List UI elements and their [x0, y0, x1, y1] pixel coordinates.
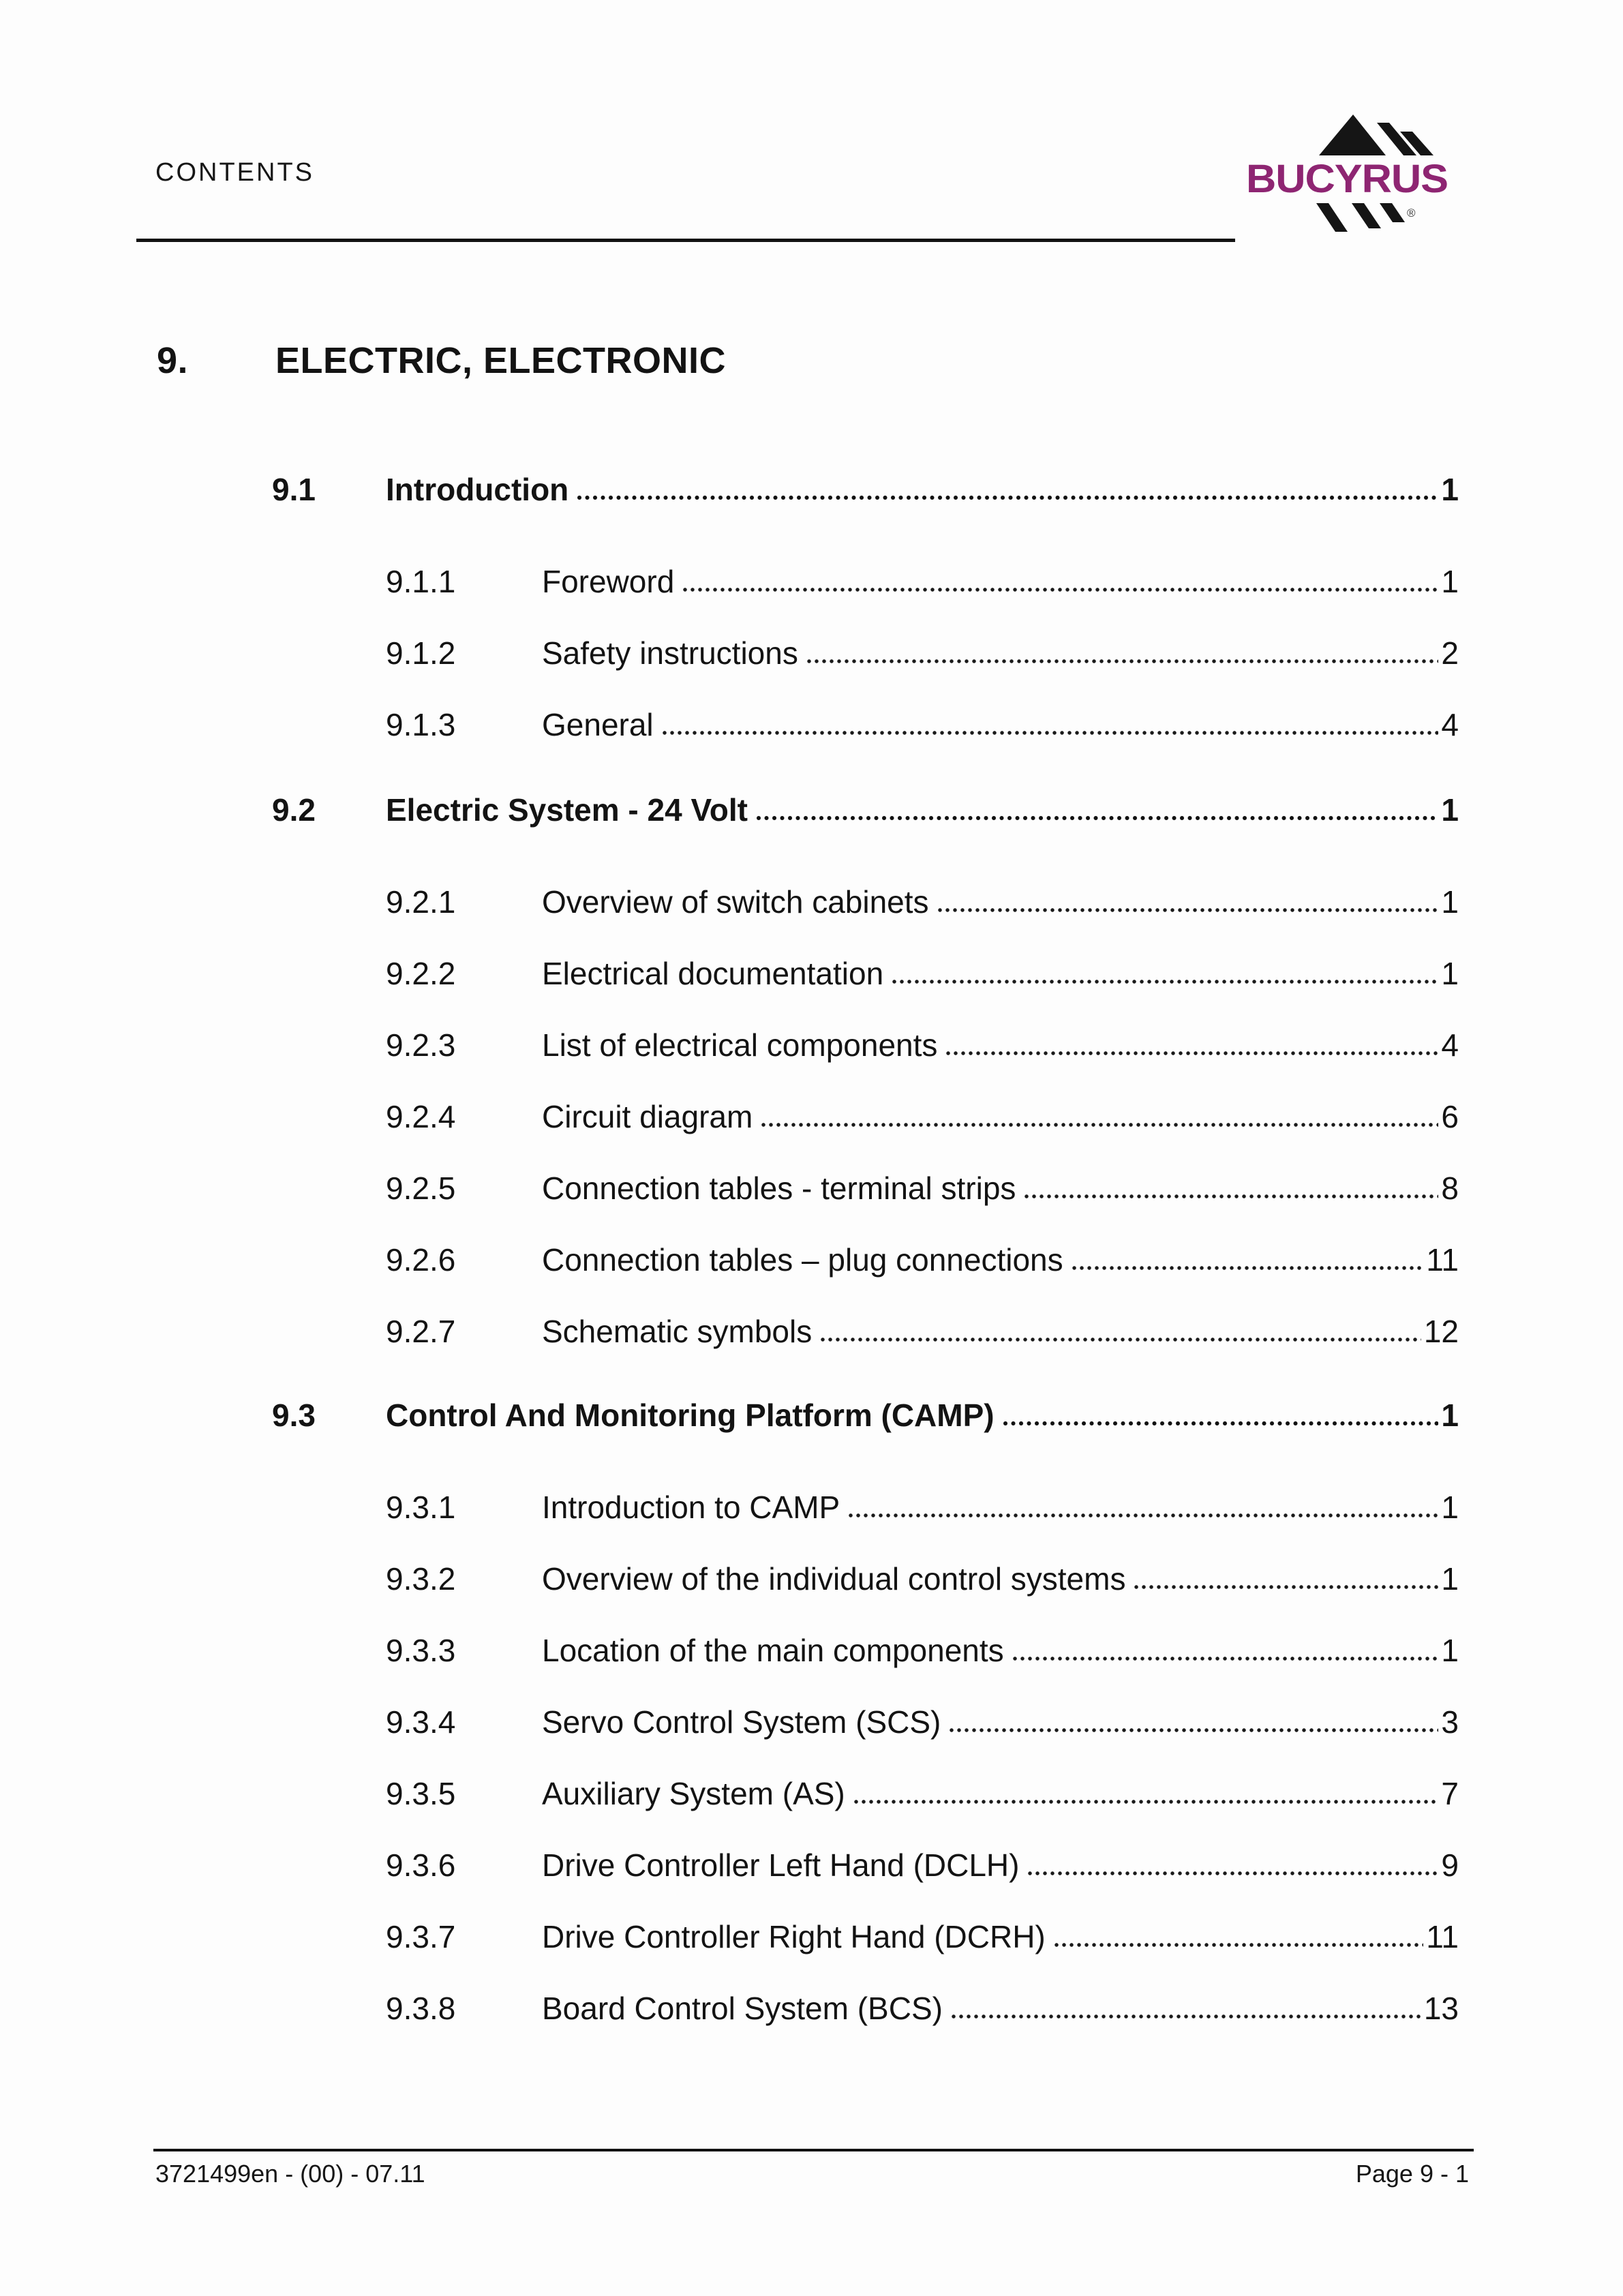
dot-leader: [848, 1511, 1438, 1520]
toc-entry: [386, 1028, 1459, 1063]
footer-page-label: Page 9 - 1: [1355, 2160, 1469, 2188]
entry-title: General: [542, 707, 654, 742]
toc-entry: [386, 636, 1459, 671]
toc-entry: [272, 793, 1459, 828]
toc-entry: [386, 1314, 1459, 1349]
entry-page: 4: [1441, 707, 1459, 742]
entry-number: 9.1.1: [386, 564, 456, 599]
footer-rule: [153, 2149, 1474, 2151]
dot-leader: [662, 729, 1439, 737]
entry-title: Drive Controller Right Hand (DCRH): [542, 1919, 1046, 1954]
toc-entry: [386, 1777, 1459, 1811]
entry-title: Electrical documentation: [542, 956, 884, 991]
chapter-heading: [157, 339, 1459, 382]
dot-leader: [1024, 1192, 1438, 1200]
dot-leader: [1054, 1941, 1423, 1949]
toc-entry: [386, 956, 1459, 991]
chapter-title: ELECTRIC, ELECTRONIC: [275, 340, 727, 381]
dot-leader: [756, 814, 1438, 822]
entry-number: 9.3.1: [386, 1490, 456, 1525]
toc-entry: [386, 1848, 1459, 1883]
entry-title: Servo Control System (SCS): [542, 1704, 941, 1740]
entry-title: List of electrical components: [542, 1027, 938, 1063]
toc-entry: [386, 1633, 1459, 1668]
entry-title: Safety instructions: [542, 635, 798, 671]
dot-leader: [937, 906, 1439, 914]
dot-leader: [820, 1335, 1421, 1344]
entry-number: 9.2.4: [386, 1099, 456, 1134]
entry-page: 1: [1441, 956, 1459, 991]
entry-title: Board Control System (BCS): [542, 1991, 943, 2026]
entry-title: Drive Controller Left Hand (DCLH): [542, 1847, 1020, 1883]
entry-page: 1: [1441, 472, 1459, 507]
entry-page: 12: [1423, 1314, 1459, 1349]
entry-number: 9.1.3: [386, 707, 456, 742]
chapter-number: 9.: [157, 340, 189, 381]
toc-entry: [272, 472, 1459, 507]
toc-entry: [386, 708, 1459, 742]
entry-number: 9.2.1: [386, 884, 456, 920]
dot-leader: [1027, 1869, 1438, 1877]
toc-entry: [386, 1243, 1459, 1278]
dot-leader: [577, 494, 1438, 502]
entry-number: 9.2.3: [386, 1027, 456, 1063]
toc-entry: [386, 1991, 1459, 2026]
entry-number: 9.3.2: [386, 1561, 456, 1597]
entry-title: Foreword: [542, 564, 675, 599]
entry-number: 9.2.5: [386, 1170, 456, 1206]
logo-brand-text: BUCYRUS: [1246, 157, 1448, 201]
entry-page: 1: [1441, 792, 1459, 828]
dot-leader: [1012, 1655, 1439, 1663]
entry-page: 3: [1441, 1704, 1459, 1740]
toc-entry: [386, 564, 1459, 599]
logo-mountain-icon: [1319, 115, 1434, 155]
dot-leader: [945, 1049, 1438, 1057]
entry-page: 11: [1426, 1919, 1459, 1954]
footer-doc-ref: 3721499en - (00) - 07.11: [155, 2160, 425, 2188]
entry-number: 9.3.7: [386, 1919, 456, 1954]
toc-entry: [272, 1398, 1459, 1433]
entry-number: 9.2: [272, 792, 316, 828]
entry-title: Connection tables - terminal strips: [542, 1170, 1016, 1206]
entry-title: Electric System - 24 Volt: [386, 792, 748, 828]
entry-page: 8: [1441, 1170, 1459, 1206]
toc-entry: [386, 1490, 1459, 1525]
entry-number: 9.3.8: [386, 1991, 456, 2026]
entry-number: 9.3.3: [386, 1633, 456, 1668]
entry-title: Circuit diagram: [542, 1099, 753, 1134]
entry-number: 9.1: [272, 472, 316, 507]
entry-page: 13: [1423, 1991, 1459, 2026]
toc-entry: [386, 885, 1459, 920]
header-rule: [136, 239, 1235, 242]
entry-number: 9.3.4: [386, 1704, 456, 1740]
entry-title: Introduction: [386, 472, 569, 507]
dot-leader: [949, 1726, 1438, 1734]
entry-number: 9.2.2: [386, 956, 456, 991]
entry-page: 6: [1441, 1099, 1459, 1134]
entry-number: 9.3.5: [386, 1776, 456, 1811]
entry-title: Schematic symbols: [542, 1314, 813, 1349]
dot-leader: [1072, 1264, 1424, 1272]
dot-leader: [682, 586, 1438, 594]
entry-page: 1: [1441, 1633, 1459, 1668]
footer: [155, 2160, 1469, 2188]
entry-page: 1: [1441, 1490, 1459, 1525]
entry-page: 9: [1441, 1847, 1459, 1883]
contents-header-label: CONTENTS: [155, 158, 314, 187]
toc-entry: [386, 1562, 1459, 1597]
entry-title: Location of the main components: [542, 1633, 1004, 1668]
entry-title: Control And Monitoring Platform (CAMP): [386, 1398, 995, 1433]
entry-page: 1: [1441, 884, 1459, 920]
entry-page: 1: [1441, 1561, 1459, 1597]
toc-entry: [386, 1920, 1459, 1954]
entry-title: Connection tables – plug connections: [542, 1242, 1063, 1278]
entry-title: Overview of switch cabinets: [542, 884, 929, 920]
dot-leader: [951, 2012, 1421, 2021]
entry-number: 9.1.2: [386, 635, 456, 671]
entry-page: 1: [1441, 1398, 1459, 1433]
entry-page: 2: [1441, 635, 1459, 671]
dot-leader: [1134, 1583, 1438, 1591]
bucyrus-logo: [1246, 109, 1459, 239]
dot-leader: [892, 978, 1438, 986]
entry-number: 9.3.6: [386, 1847, 456, 1883]
logo-stripes-icon: [1316, 203, 1405, 232]
entry-page: 7: [1441, 1776, 1459, 1811]
entry-number: 9.3: [272, 1398, 316, 1433]
entry-page: 11: [1426, 1242, 1459, 1278]
entry-page: 4: [1441, 1027, 1459, 1063]
entry-number: 9.2.7: [386, 1314, 456, 1349]
toc-entry: [386, 1171, 1459, 1206]
registered-mark: ®: [1407, 207, 1416, 220]
toc-entry: [386, 1705, 1459, 1740]
dot-leader: [1003, 1419, 1439, 1428]
toc-entry: [386, 1100, 1459, 1134]
dot-leader: [761, 1121, 1438, 1129]
entry-page: 1: [1441, 564, 1459, 599]
dot-leader: [853, 1798, 1439, 1806]
entry-number: 9.2.6: [386, 1242, 456, 1278]
entry-title: Auxiliary System (AS): [542, 1776, 845, 1811]
entry-title: Overview of the individual control systems: [542, 1561, 1126, 1597]
entry-title: Introduction to CAMP: [542, 1490, 840, 1525]
dot-leader: [806, 657, 1439, 665]
